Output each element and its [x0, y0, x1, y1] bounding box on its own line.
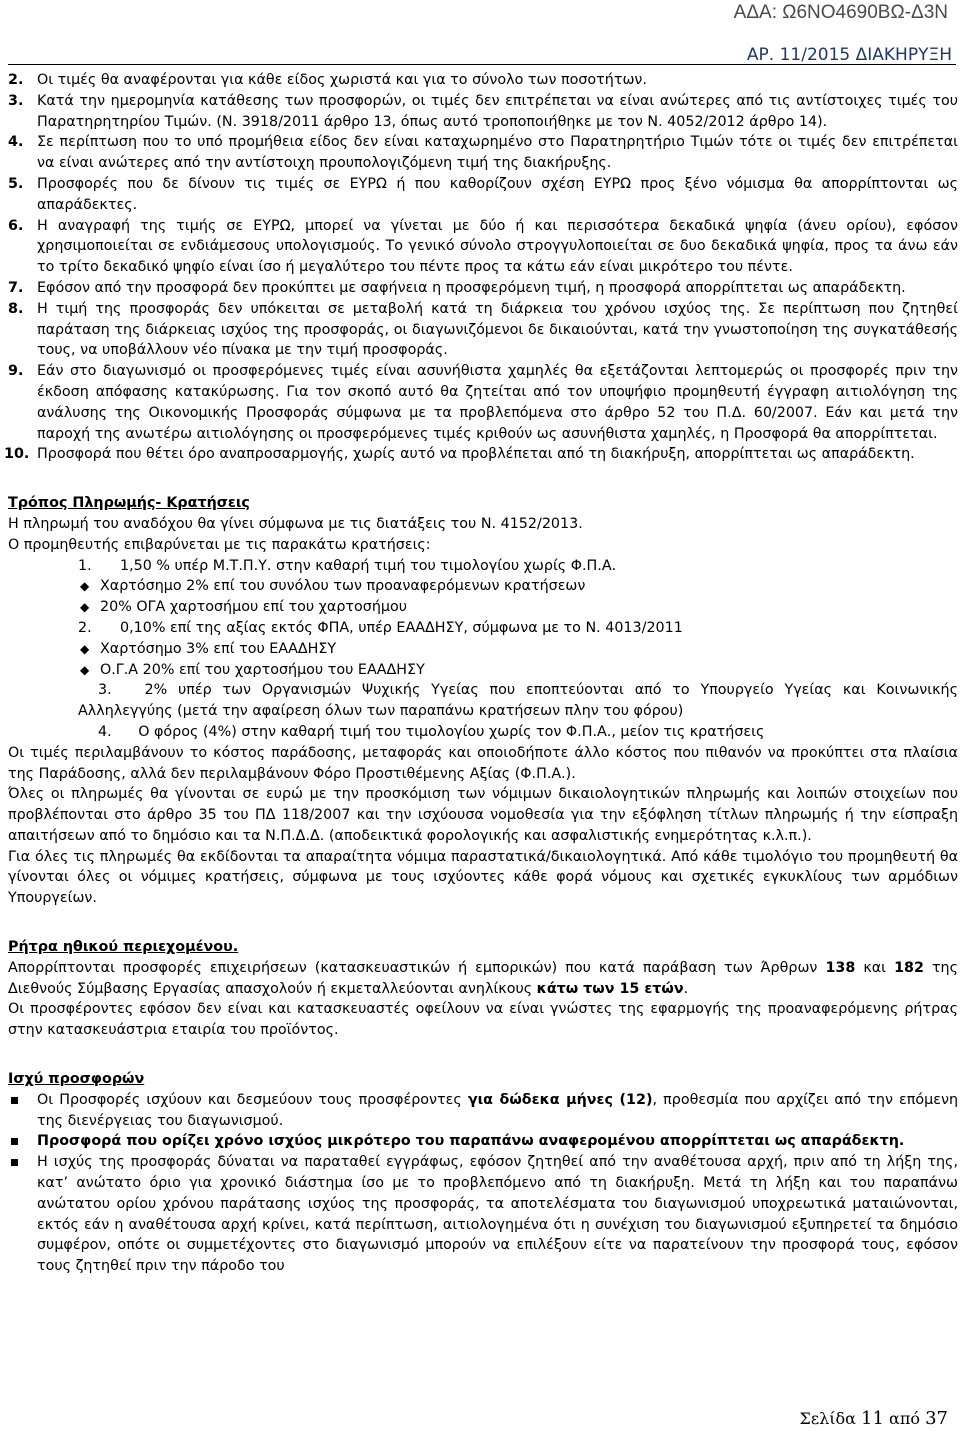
article-number: 138 [825, 959, 856, 976]
item-number: 6. [8, 217, 24, 234]
diamond-bullet-icon: ◆ [80, 662, 90, 677]
sub-deduction-text: Ο.Γ.Α 20% επί του χαρτοσήμου του ΕΑΑΔΗΣΥ [100, 661, 425, 678]
deduction-number: 4. [98, 723, 112, 740]
article-number: 182 [894, 959, 924, 976]
spacer [8, 1041, 958, 1061]
payment-section [8, 493, 958, 909]
deduction-4 [8, 722, 958, 743]
list-item [8, 216, 958, 278]
text-run: Η ισχύς της προσφοράς δύναται να παραταθεί εγγράφως, εφόσον ζητηθεί από την αναθέτουσα αρχή, πριν από τη λήξη της, κατ’ ανώτατο όριο για χρονικό διάστημα ίσο με το προβλεπόμενο από τη διακήρυξη. Μετά τη λήξη και του παραπάνω ανώτατου ορίου χρόνου παράτασης ισχύος της προσφοράς, τα αποτελέσματα του διαγωνισμού υποχρεωτικά ματαιώνονται, εκτός εάν η αναθέτουσα αρχή κρίνει, κατά περίπτωση, αιτιολογημένα ότι η συνέχιση του διαγωνισμού εξυπηρετεί τα δημόσιο συμφέρον, οπότε οι συμμετέχοντες στο διαγωνισμό μπορούν να επιλέξουν είτε να παρατείνουν την προσφορά τους, εφόσον τους ζητηθεί πριν την πάροδο του [37, 1154, 958, 1275]
sub-deduction [8, 576, 958, 597]
square-bullet-icon [11, 1138, 18, 1145]
list-item [8, 132, 958, 174]
document-reference: ΑΡ. 11/2015 ΔΙΑΚΗΡΥΞΗ [746, 45, 952, 65]
deduction-text: 2% υπέρ των Οργανισμών Ψυχικής Υγείας που εποπτεύονται από το Υπουργείο Υγείας και Κοινωνικής Αλληλεγγύης (μετά την αφαίρεση όλων των παραπάνω κρατήσεων πλην του φόρου) [78, 682, 958, 720]
validity-section [8, 1069, 958, 1277]
item-number: 3. [8, 92, 24, 109]
payment-paragraph: Όλες οι πληρωμές θα γίνονται σε ευρώ με την προσκόμιση των νόμιμων δικαιολογητικών πληρωμής και λοιπών στοιχείων που προβλέπονται στο άρθρο 35 του ΠΔ 118/2007 και την ισχύουσα νομοθεσία για την εξόφληση τίτλων πληρωμής ή την είσπραξη απαιτήσεων από το δημόσιο και τα Ν.Π.Δ.Δ. (αποδεικτικά φορολογικής και ασφαλιστικής ενημερότητας κ.λ.π.). [8, 786, 958, 844]
list-item [8, 91, 958, 133]
sub-deduction [8, 639, 958, 660]
diamond-bullet-icon: ◆ [80, 600, 90, 615]
page-of: από [889, 1409, 920, 1428]
text-run: , προθεσμία που αρχίζει από την επόμενη της διενέργειας του διαγωνισμού. [37, 1091, 959, 1129]
validity-bullet [8, 1090, 958, 1132]
validity-bullet [8, 1131, 958, 1152]
list-item [4, 444, 958, 465]
item-text: Προσφορά που θέτει όρο αναπροσαρμογής, χωρίς αυτό να προβλέπεται από τη διακήρυξη, απορρίπτεται ως απαράδεκτη. [37, 446, 915, 463]
deduction-2 [8, 618, 958, 639]
list-item [8, 70, 958, 91]
ethics-paragraph [8, 958, 958, 1000]
item-number: 8. [8, 300, 24, 317]
deduction-text: Ο φόρος (4%) στην καθαρή τιμή του τιμολογίου χωρίς τον Φ.Π.Α., μείον τις κρατήσεις [138, 723, 765, 740]
square-bullet-icon [11, 1159, 18, 1166]
deduction-1 [8, 556, 958, 577]
sub-deduction [8, 597, 958, 618]
deduction-number: 2. [78, 619, 92, 636]
payment-intro: Ο προμηθευτής επιβαρύνεται με τις παρακάτω κρατήσεις: [8, 536, 431, 553]
header-divider [8, 64, 956, 65]
page-footer [800, 1408, 949, 1429]
ethics-paragraph: Οι προσφέροντες εφόσον δεν είναι και κατασκευαστές οφείλουν να είναι γνώστες της εφαρμογής της προαναφερόμενης ρήτρας στην κατασκευάστρια εταιρία του προϊόντος. [8, 1001, 958, 1039]
deduction-3 [8, 680, 958, 722]
sub-deduction-text: Χαρτόσημο 2% επί του συνόλου των προαναφερόμενων κρατήσεων [100, 578, 586, 595]
text-run: Απορρίπτονται προσφορές επιχειρήσεων (κατασκευαστικών ή εμπορικών) που κατά παράβαση των Άρθρων [8, 959, 826, 976]
numbered-terms-list [4, 70, 958, 465]
payment-paragraph: Για όλες τις πληρωμές θα εκδίδονται τα απαραίτητα νόμιμα παραστατικά/δικαιολογητικά. Από κάθε τιμολόγιο του προμηθευτή θα γίνονται όλες οι νόμιμες κρατήσεις, σύμφωνα με τους ισχύοντες κάθε φορά νόμους και σχετικές εγκυκλίους των αρμόδιων Υπουργείων. [8, 848, 958, 907]
item-text: Εφόσον από την προσφορά δεν προκύπτει με σαφήνεια η προσφερόμενη τιμή, η προσφορά απορρίπτεται ως απαράδεκτη. [37, 279, 906, 296]
text-run: και [855, 959, 895, 976]
validity-period: για δώδεκα μήνες (12) [467, 1091, 653, 1108]
validity-heading: Ισχύ προσφορών [8, 1071, 145, 1088]
sub-deduction [8, 660, 958, 681]
deduction-number: 3. [98, 682, 112, 699]
payment-paragraph: Οι τιμές περιλαμβάνουν το κόστος παράδοσης, μεταφοράς και οποιοδήποτε άλλο κόστος που πιθανόν να προκύπτει στα πλαίσια της Παράδοσης, αλλά δεν περιλαμβάνουν Φόρο Προστιθέμενης Αξίας (Φ.Π.Α.). [8, 744, 958, 782]
deduction-number: 1. [78, 557, 92, 574]
validity-bullet [8, 1152, 958, 1277]
list-item [8, 278, 958, 299]
page-number: 11 [861, 1408, 884, 1429]
text-run: της Διεθνούς Σύμβασης Εργασίας απασχολούν ή εκμεταλλεύονται ανηλίκους [8, 959, 958, 997]
item-text: Η τιμή της προσφοράς δεν υπόκειται σε μεταβολή κατά τη διάρκεια του χρόνου ισχύος της. Σε περίπτωση που ζητηθεί παράταση της διάρκειας ισχύος της προσφοράς, οι διαγωνιζόμενοι δε δικαιούνται, κατά την γνωστοποίηση της συγκατάθεσής τους, να υποβάλλουν νέο πίνακα με την τιμή προσφοράς. [37, 300, 958, 359]
ethics-heading: Ρήτρα ηθικού περιεχομένου. [8, 939, 239, 956]
item-text: Η αναγραφή της τιμής σε ΕΥΡΩ, μπορεί να γίνεται με δύο ή και περισσότερα δεκαδικά ψηφία (άνευ ορίου), εφόσον χρησιμοποιείται σε ενδιάμεσους υπολογισμούς. Το γενικό σύνολο στρογγυλοποιείται σε δυο δεκαδικά ψηφία, προς τα άνω εάν το τρίτο δεκαδικό ψηφίο είναι ίσο ή μεγαλύτερο του πέντε προς τα κάτω εάν είναι μικρότερο του πέντε. [37, 217, 958, 276]
item-text: Σε περίπτωση που το υπό προμήθεια είδος δεν είναι καταχωρημένο στο Παρατηρητήριο Τιμών τότε οι τιμές δεν επιτρέπεται να είναι ανώτερες από την αντίστοιχη προυπολογιζόμενη τιμή της διακήρυξης. [37, 134, 958, 172]
text-run: Προσφορά που ορίζει χρόνο ισχύος μικρότερο του παραπάνω αναφερομένου απορρίπτεται ως απαράδεκτη. [37, 1133, 905, 1150]
spacer [8, 909, 958, 929]
diamond-bullet-icon: ◆ [80, 579, 90, 594]
diamond-bullet-icon: ◆ [80, 641, 90, 656]
item-number: 5. [8, 175, 24, 192]
page-total: 37 [925, 1408, 948, 1429]
list-item [8, 174, 958, 216]
item-text: Προσφορές που δε δίνουν τις τιμές σε ΕΥΡΩ ή που καθορίζουν σχέση ΕΥΡΩ προς ξένο νόμισμα θα απορρίπτονται ως απαράδεκτες. [37, 175, 958, 213]
ada-code: ΑΔΑ: Ω6ΝΟ4690ΒΩ-Δ3Ν [733, 2, 948, 23]
item-number: 4. [8, 134, 24, 151]
text-run: Οι Προσφορές ισχύουν και δεσμεύουν τους προσφέροντες [37, 1091, 468, 1108]
sub-deduction-text: Χαρτόσημο 3% επί του ΕΑΑΔΗΣΥ [100, 640, 337, 657]
page-content [4, 70, 959, 1277]
item-text: Κατά την ημερομηνία κατάθεσης των προσφορών, οι τιμές δεν επιτρέπεται να είναι ανώτερες από τις αντίστοιχες τιμές του Παρατηρητηρίου Τιμών. (Ν. 3918/2011 άρθρο 13, όπως αυτό τροποποιήθηκε με τον Ν. 4052/2012 άρθρο 14). [37, 92, 958, 130]
ethics-section [8, 937, 958, 1041]
list-item [8, 299, 958, 361]
text-run: . [683, 980, 689, 997]
square-bullet-icon [11, 1097, 18, 1104]
deduction-text: 1,50 % υπέρ Μ.Τ.Π.Υ. στην καθαρή τιμή του τιμολογίου χωρίς Φ.Π.Α. [120, 557, 617, 574]
spacer [8, 465, 958, 485]
sub-deduction-text: 20% ΟΓΑ χαρτοσήμου επί του χαρτοσήμου [100, 599, 407, 616]
payment-heading: Τρόπος Πληρωμής- Κρατήσεις [8, 495, 250, 512]
payment-law: Η πληρωμή του αναδόχου θα γίνει σύμφωνα με τις διατάξεις του Ν. 4152/2013. [8, 515, 583, 532]
page-label: Σελίδα [799, 1409, 856, 1428]
deduction-text: 0,10% επί της αξίας εκτός ΦΠΑ, υπέρ ΕΑΑΔΗΣΥ, σύμφωνα με το Ν. 4013/2011 [120, 619, 683, 636]
item-number: 10. [4, 446, 30, 463]
item-text: Οι τιμές θα αναφέρονται για κάθε είδος χωριστά και για το σύνολο των ποσοτήτων. [37, 72, 647, 88]
item-number: 2. [8, 72, 24, 88]
item-number: 9. [8, 363, 24, 380]
age-limit: κάτω των 15 ετών [536, 980, 684, 997]
list-item [8, 361, 958, 444]
item-number: 7. [8, 279, 24, 296]
item-text: Εάν στο διαγωνισμό οι προσφερόμενες τιμές είναι ασυνήθιστα χαμηλές θα εξετάζονται λεπτομερώς οι προσφορές πριν την έκδοση απόφασης κατακύρωσης. Για τον σκοπό αυτό θα ζητείται από τον υποψήφιο προμηθευτή έγγραφη αιτιολόγηση της ανάλυσης της Οικονομικής Προσφοράς σύμφωνα με τα προβλεπόμενα στο άρθρο 52 του Π.Δ. 60/2007. Εάν και μετά την παροχή της ανωτέρω αιτιολόγησης οι προσφερόμενες τιμές κριθούν ως ασυνήθιστα χαμηλές, η Προσφορά θα απορρίπτεται. [37, 363, 958, 442]
